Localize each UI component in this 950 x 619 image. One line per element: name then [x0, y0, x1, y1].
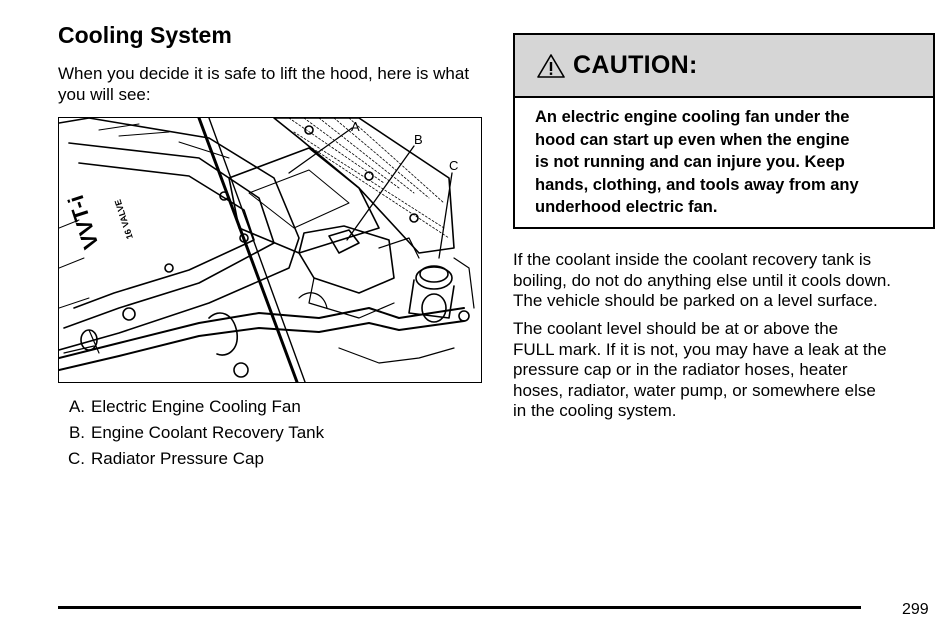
callout-a: A — [351, 119, 360, 134]
legend-letter: A. — [68, 397, 85, 416]
paragraph-line: The coolant level should be at or above the — [513, 319, 839, 338]
caution-header — [515, 35, 933, 98]
caution-line: is not running and can injure you. Keep — [535, 153, 845, 171]
paragraph-line: If the coolant inside the coolant recovery tank is — [513, 250, 872, 269]
legend-item — [52, 448, 324, 474]
footer-rule — [58, 606, 861, 609]
intro-text: When you decide it is safe to lift the hood, here is what you will see: — [58, 64, 470, 104]
figure-legend — [52, 396, 324, 474]
legend-text: Electric Engine Cooling Fan — [91, 397, 301, 416]
svg-text:16 VALVE: 16 VALVE — [112, 198, 135, 241]
caution-line: hands, clothing, and tools away from any — [535, 175, 859, 194]
svg-text:VVT-i: VVT-i — [62, 192, 104, 253]
warning-triangle-icon — [537, 53, 565, 79]
paragraph-line: The vehicle should be parked on a level surface. — [513, 291, 878, 310]
caution-line: An electric engine cooling fan under the — [535, 108, 850, 126]
legend-letter: C. — [68, 449, 85, 468]
caution-line: underhood electric fan. — [535, 198, 718, 216]
caution-line: hood can start up even when the engine — [535, 130, 850, 149]
paragraph-line: hoses, radiator, water pump, or somewhere else — [513, 380, 876, 400]
paragraph-line: in the cooling system. — [513, 401, 677, 420]
callout-b: B — [414, 132, 423, 147]
boiling-coolant-paragraph — [513, 250, 943, 312]
caution-title: CAUTION: — [573, 51, 698, 79]
caution-text — [515, 98, 933, 219]
legend-text: Radiator Pressure Cap — [91, 449, 264, 468]
paragraph-line: FULL mark. If it is not, you may have a leak at the — [513, 339, 887, 359]
legend-item — [52, 422, 324, 448]
callout-c: C — [449, 158, 459, 173]
engine-compartment-illustration — [58, 117, 482, 383]
page-number: 299 — [902, 601, 929, 618]
engine-lettering — [63, 192, 135, 252]
callout-lines — [289, 128, 452, 258]
paragraph-line: pressure cap or in the radiator hoses, heater — [513, 360, 848, 379]
paragraph-line: boiling, do not do anything else until it cools down. — [513, 270, 892, 290]
callout-labels — [351, 119, 458, 173]
caution-box — [513, 33, 935, 229]
coolant-level-paragraph — [513, 319, 943, 422]
legend-letter: B. — [68, 423, 85, 442]
legend-item — [52, 396, 324, 422]
section-title: Cooling System — [58, 22, 232, 48]
legend-text: Engine Coolant Recovery Tank — [91, 423, 325, 442]
